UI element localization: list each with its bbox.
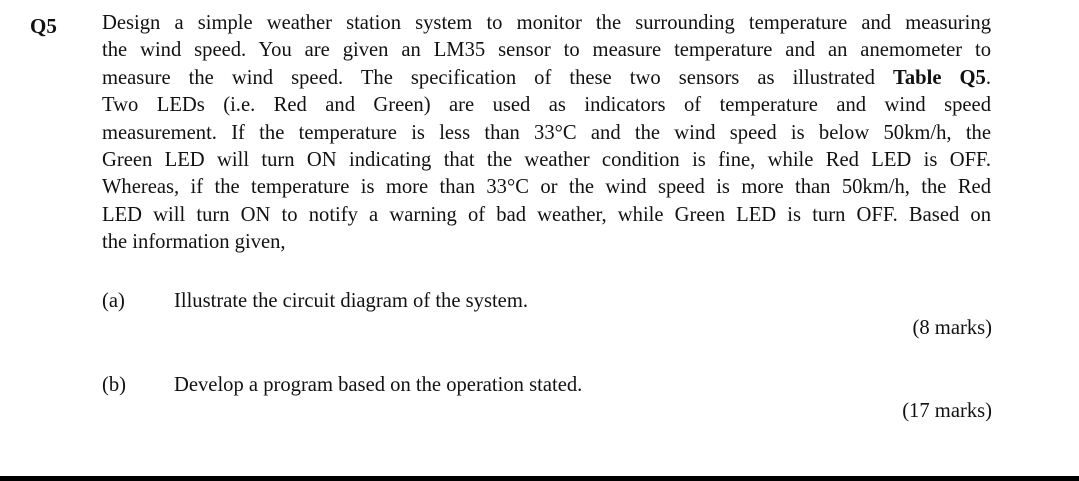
- part-a-text: Illustrate the circuit diagram of the system.: [174, 290, 528, 312]
- table-reference: Table Q5: [893, 66, 986, 89]
- part-b-marks: (17 marks): [902, 400, 992, 422]
- question-line-text: measure the wind speed. The specification of these two sensors as illustrated: [102, 66, 875, 89]
- part-b-label: (b): [102, 374, 127, 396]
- question-line: Whereas, if the temperature is more than 33°C or the wind speed is more than 50km/h, the Red: [102, 176, 991, 199]
- question-line: Two LEDs (i.e. Red and Green) are used as indicators of temperature and wind speed: [102, 94, 991, 117]
- question-body: [102, 10, 991, 257]
- part-a-label: (a): [102, 290, 125, 312]
- question-line-with-table-ref: [102, 65, 991, 92]
- part-b-text: Develop a program based on the operation stated.: [174, 374, 583, 396]
- question-line: Green LED will turn ON indicating that the weather condition is fine, while Red LED is OFF.: [102, 149, 991, 172]
- question-line: the wind speed. You are given an LM35 sensor to measure temperature and an anemometer to: [102, 39, 991, 62]
- question-line: LED will turn ON to notify a warning of bad weather, while Green LED is turn OFF. Based on: [102, 203, 991, 226]
- question-line: Design a simple weather station system to monitor the surrounding temperature and measuring: [102, 12, 991, 34]
- table-reference-suffix: .: [985, 66, 991, 89]
- part-a-marks: (8 marks): [912, 317, 992, 339]
- question-line: the information given,: [102, 231, 286, 254]
- question-line: measurement. If the temperature is less than 33°C and the wind speed is below 50km/h, the: [102, 121, 991, 144]
- question-number: Q5: [30, 14, 57, 38]
